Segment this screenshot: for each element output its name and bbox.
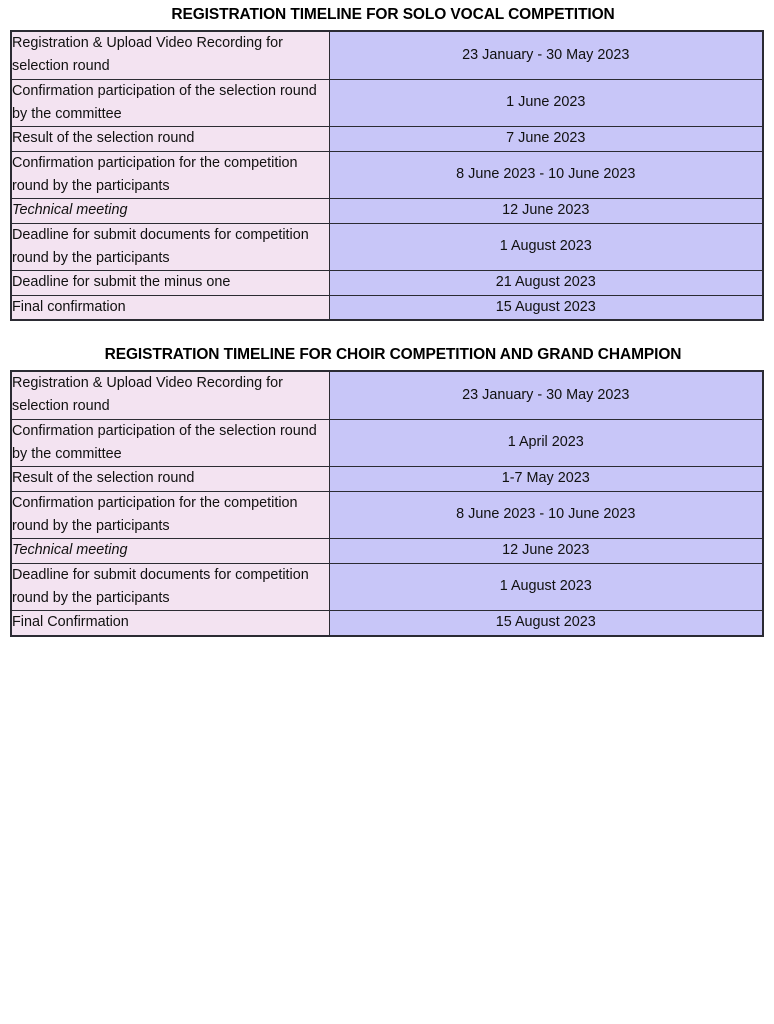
row-label-cell xyxy=(11,371,329,419)
table-row xyxy=(11,199,763,223)
row-date-cell xyxy=(329,491,763,539)
row-date-text: 23 January - 30 May 2023 xyxy=(462,46,630,63)
row-label-text: Deadline for submit documents for competition round by the participants xyxy=(12,226,309,266)
row-date-text: 15 August 2023 xyxy=(495,298,596,315)
row-date-cell xyxy=(329,271,763,295)
row-date-text: 15 August 2023 xyxy=(495,614,596,631)
section-title-solo-vocal: REGISTRATION TIMELINE FOR SOLO VOCAL COMPETITION xyxy=(171,6,615,23)
timeline-section-solo-vocal xyxy=(0,0,774,321)
row-label-text: Final confirmation xyxy=(12,298,126,315)
row-label-cell xyxy=(11,611,329,636)
timeline-section-choir xyxy=(0,321,774,637)
table-row xyxy=(11,151,763,199)
row-label-cell xyxy=(11,223,329,271)
row-date-text: 1 August 2023 xyxy=(499,238,592,255)
row-date-text: 1-7 May 2023 xyxy=(501,470,590,487)
row-label-text: Technical meeting xyxy=(12,542,128,559)
table-row xyxy=(11,295,763,320)
table-row xyxy=(11,79,763,127)
row-label-text: Deadline for submit documents for competition round by the participants xyxy=(12,566,309,606)
row-date-text: 23 January - 30 May 2023 xyxy=(462,386,630,403)
row-label-cell xyxy=(11,467,329,491)
row-label-text: Confirmation participation for the competition round by the participants xyxy=(12,154,298,195)
row-label-text: Result of the selection round xyxy=(12,130,195,147)
row-date-text: 12 June 2023 xyxy=(502,542,590,559)
row-label-text: Confirmation participation of the selection round by the committee xyxy=(12,82,317,123)
row-date-cell xyxy=(329,295,763,320)
row-date-cell xyxy=(329,419,763,467)
row-label-text: Result of the selection round xyxy=(12,470,195,487)
row-label-cell xyxy=(11,271,329,295)
table-row xyxy=(11,271,763,295)
table-row xyxy=(11,539,763,563)
row-label-cell xyxy=(11,295,329,320)
row-date-text: 8 June 2023 - 10 June 2023 xyxy=(456,166,636,183)
row-label-cell xyxy=(11,419,329,467)
row-label-text: Final Confirmation xyxy=(12,614,129,631)
table-row xyxy=(11,127,763,151)
row-label-cell xyxy=(11,79,329,127)
row-label-cell xyxy=(11,563,329,611)
row-date-cell xyxy=(329,79,763,127)
row-date-text: 7 June 2023 xyxy=(506,130,586,147)
row-date-text: 12 June 2023 xyxy=(502,202,590,219)
table-row xyxy=(11,419,763,467)
row-date-cell xyxy=(329,563,763,611)
table-row xyxy=(11,611,763,636)
row-date-cell xyxy=(329,199,763,223)
timeline-table-choir xyxy=(10,370,764,637)
row-label-cell xyxy=(11,151,329,199)
table-row xyxy=(11,467,763,491)
row-date-text: 21 August 2023 xyxy=(495,274,596,291)
row-label-text: Confirmation participation of the selection round by the committee xyxy=(12,422,317,463)
table-row xyxy=(11,491,763,539)
row-label-text: Deadline for submit the minus one xyxy=(12,274,231,291)
row-label-text: Technical meeting xyxy=(12,202,128,219)
row-date-cell xyxy=(329,371,763,419)
row-date-text: 1 June 2023 xyxy=(506,94,586,111)
section-title-choir: REGISTRATION TIMELINE FOR CHOIR COMPETITION AND GRAND CHAMPION xyxy=(104,345,682,363)
row-label-cell xyxy=(11,539,329,563)
table-row xyxy=(11,31,763,79)
row-date-cell xyxy=(329,539,763,563)
row-label-text: Registration & Upload Video Recording for selection round xyxy=(12,35,283,75)
row-date-cell xyxy=(329,467,763,491)
row-date-cell xyxy=(329,223,763,271)
row-label-text: Confirmation participation for the competition round by the participants xyxy=(12,494,298,534)
row-label-cell xyxy=(11,199,329,223)
row-label-cell xyxy=(11,491,329,539)
row-date-text: 1 April 2023 xyxy=(507,434,584,451)
row-date-cell xyxy=(329,127,763,151)
row-date-text: 1 August 2023 xyxy=(499,578,592,595)
row-label-cell xyxy=(11,127,329,151)
row-date-cell xyxy=(329,611,763,636)
table-row xyxy=(11,223,763,271)
row-date-cell xyxy=(329,151,763,199)
row-label-text: Registration & Upload Video Recording for selection round xyxy=(12,375,283,415)
table-row xyxy=(11,371,763,419)
timeline-table-solo-vocal xyxy=(10,30,764,321)
table-row xyxy=(11,563,763,611)
row-date-cell xyxy=(329,31,763,79)
row-date-text: 8 June 2023 - 10 June 2023 xyxy=(456,506,636,523)
row-label-cell xyxy=(11,31,329,79)
